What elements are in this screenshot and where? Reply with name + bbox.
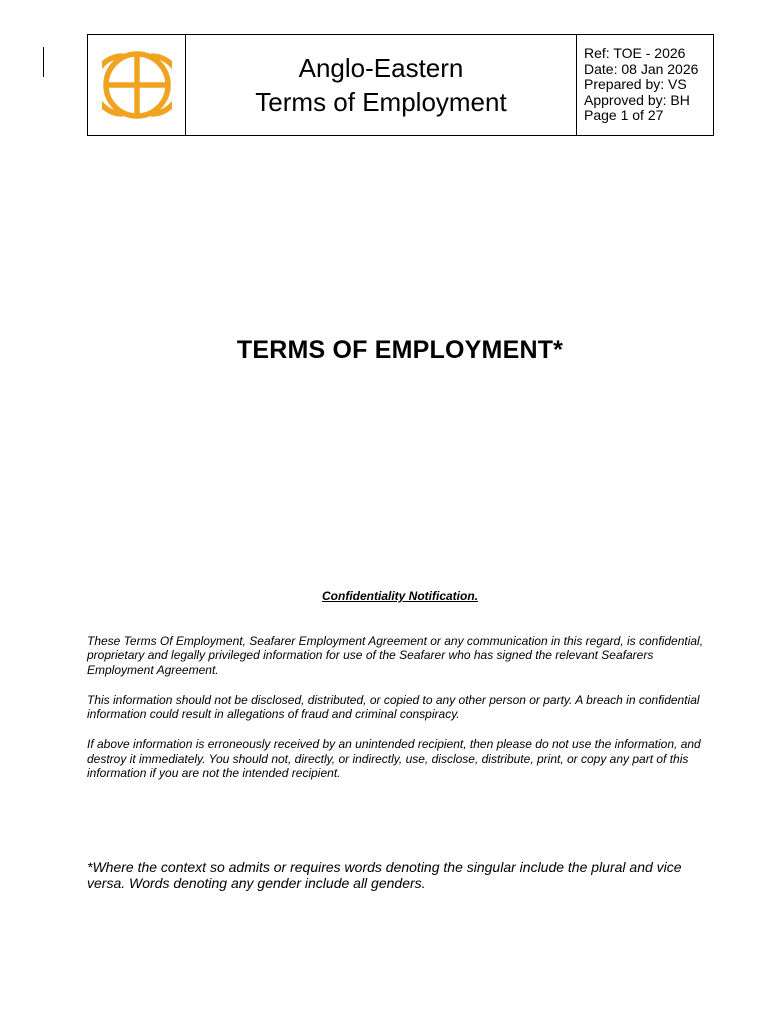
document-meta (577, 35, 713, 135)
logo-cell (88, 35, 186, 135)
confidentiality-paragraph: This information should not be disclosed, distributed, or copied to any other person or party. A breach in confidential information could result in allegations of fraud and criminal conspiracy. (87, 692, 700, 722)
document-name: Terms of Employment (255, 87, 507, 117)
meta-prepared-by: Prepared by: VS (584, 76, 687, 92)
meta-page: Page 1 of 27 (584, 107, 664, 123)
company-logo-icon (102, 50, 172, 120)
header-title-cell (186, 35, 577, 135)
meta-approved-by: Approved by: BH (584, 91, 690, 108)
confidentiality-body (87, 634, 717, 796)
footnote: *Where the context so admits or requires words denoting the singular include the plural and vice versa. Words denoting any gender include all genders. (87, 859, 682, 891)
confidentiality-paragraph: If above information is erroneously received by an unintended recipient, then please do not use the information, and destroy it immediately. You should not, directly, or indirectly, use, disclose, distribute, print, or copy any part of this information if you are not the intended recipient. (87, 737, 701, 781)
document-title: TERMS OF EMPLOYMENT* (236, 336, 564, 364)
meta-date: Date: 08 Jan 2026 (584, 60, 699, 77)
meta-ref: Ref: TOE - 2026 (584, 45, 686, 61)
document-header (87, 34, 714, 136)
text-cursor (43, 47, 44, 77)
confidentiality-paragraph: These Terms Of Employment, Seafarer Employment Agreement or any communication in this regard, is confidential, proprietary and legally privileged information for use of the Seafarer who has signed the relevant Seafarers Employment Agreement. (87, 634, 704, 677)
confidentiality-heading: Confidentiality Notification. (322, 589, 478, 603)
company-name: Anglo-Eastern (298, 53, 464, 83)
